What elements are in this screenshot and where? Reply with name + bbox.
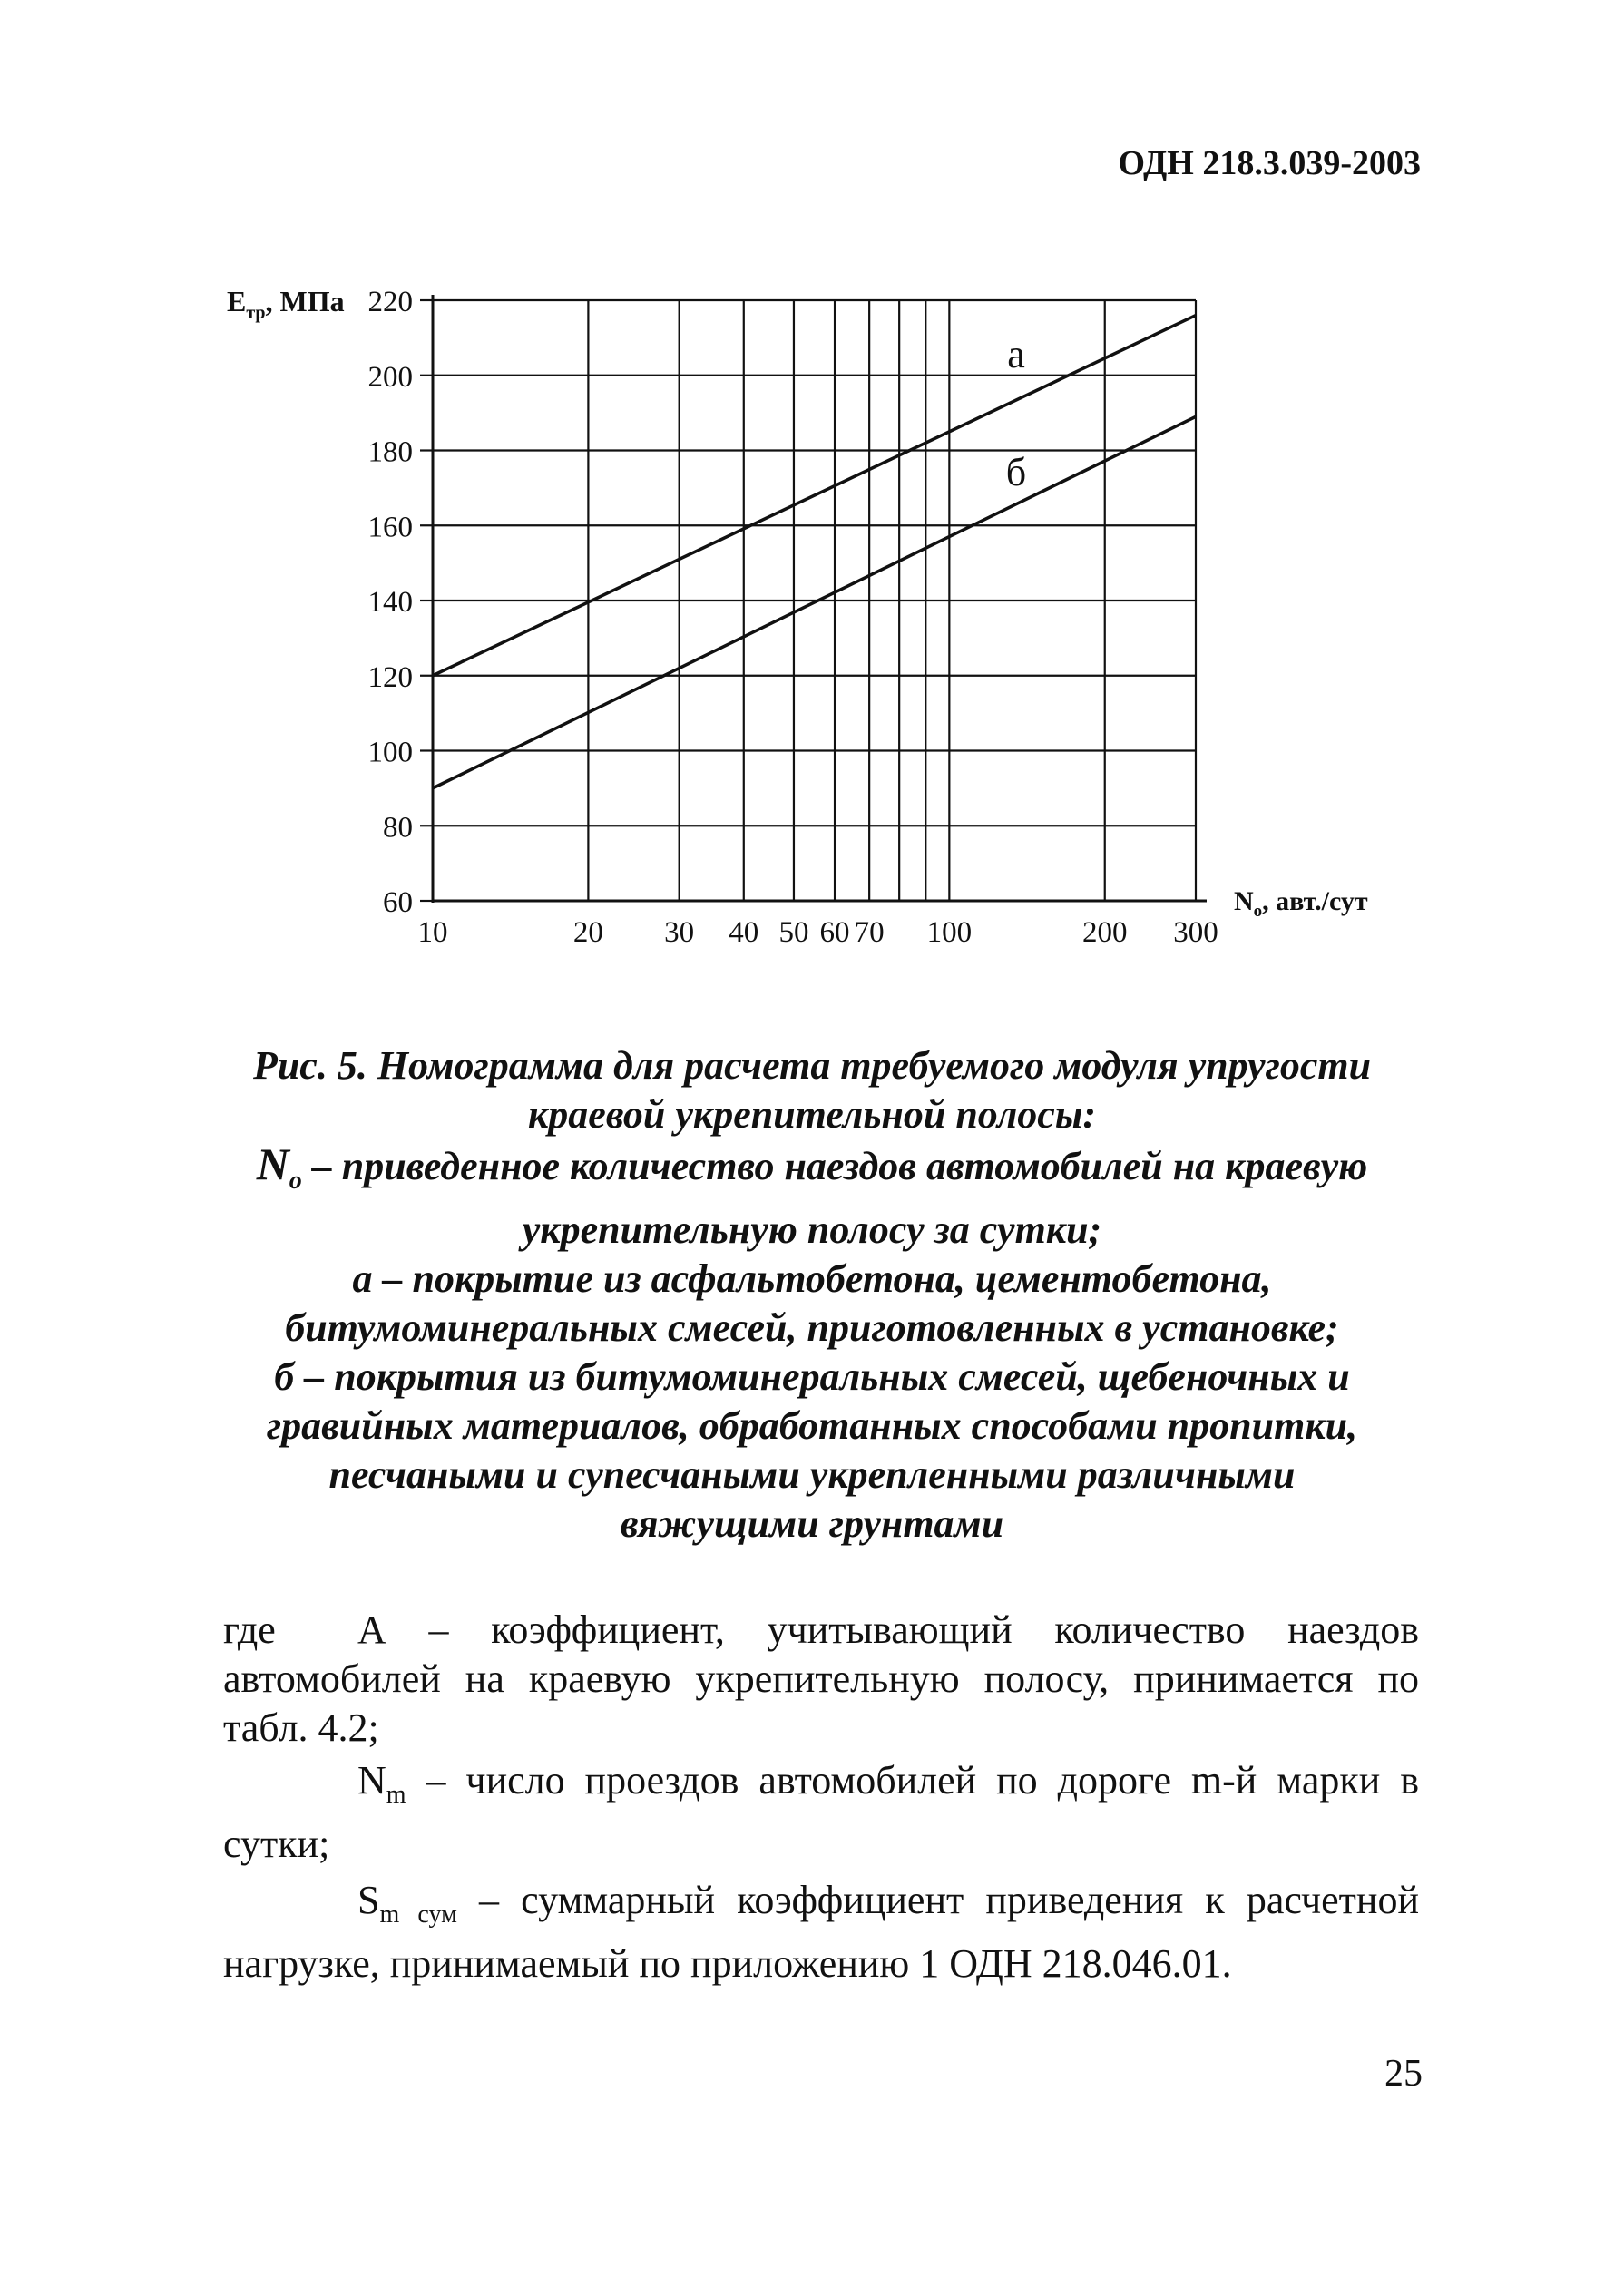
y-tick-label: 220 (367, 286, 413, 318)
y-tick-label: 200 (367, 360, 413, 394)
series-line-b (433, 416, 1196, 788)
y-tick-label: 60 (383, 886, 413, 919)
x-tick-label: 30 (664, 916, 695, 949)
caption-line-9: песчаными и супесчаными укрепленными различными (328, 1452, 1296, 1497)
series-label-a: а (1007, 332, 1025, 376)
caption-line-10: вяжущими грунтами (620, 1501, 1004, 1546)
definition-a-text: А – коэффициент, учитывающий количество наездов (357, 1607, 1419, 1652)
definition-a-line-3: табл. 4.2; (223, 1705, 379, 1750)
y-tick-label: 80 (383, 811, 413, 845)
chart-axes (420, 295, 1207, 903)
chart-grid (433, 300, 1196, 901)
y-axis-label-sub: тр (246, 303, 266, 323)
caption-line-5: а – покрытие из асфальтобетона, цементобетона, (352, 1256, 1272, 1301)
definition-s-line-2: нагрузке, принимаемый по приложению 1 ОДН 218.046.01. (223, 1941, 1232, 1986)
y-tick-label: 160 (367, 511, 413, 544)
x-tick-label: 20 (572, 916, 603, 949)
x-axis-label (1234, 886, 1368, 921)
caption-line-4: укрепительную полосу за сутки; (522, 1207, 1102, 1252)
definition-s-line-1 (223, 1876, 1419, 1939)
x-tick-label: 70 (854, 916, 885, 949)
y-tick-label: 120 (367, 660, 413, 694)
y-axis-label-rest: , МПа (265, 285, 345, 318)
x-tick-label: 60 (819, 916, 850, 949)
definition-s-rest: – суммарный коэффициент приведения к расчетной (456, 1878, 1419, 1922)
page-number: 25 (1384, 2053, 1423, 2095)
caption-line-6: битумоминеральных смесей, приготовленных в установке; (285, 1305, 1339, 1350)
definition-nm-rest: – число проездов автомобилей по дороге m-й марки в (406, 1758, 1419, 1803)
caption-line-8: гравийных материалов, обработанных способами пропитки, (266, 1403, 1358, 1448)
x-tick-label: 40 (729, 916, 759, 949)
x-tick-label: 50 (778, 916, 809, 949)
caption-symbol-sub: о (289, 1167, 302, 1195)
definition-nm-line-2: сутки; (223, 1822, 330, 1866)
y-axis-label-main: E (227, 285, 247, 318)
figure-caption (181, 1041, 1443, 1549)
y-axis-label (227, 285, 345, 323)
caption-line-1: Рис. 5. Номограмма для расчета требуемого модуля упругости (252, 1043, 1372, 1088)
chart-labels (227, 285, 1368, 949)
x-tick-label: 300 (1173, 916, 1218, 949)
caption-line-7: б – покрытия из битумоминеральных смесей, щебеночных и (274, 1354, 1350, 1399)
series-label-b: б (1005, 450, 1027, 494)
definition-nm-text (357, 1756, 1419, 1820)
caption-line-3-text: – приведенное количество наездов автомобилей на краевую (301, 1144, 1368, 1188)
y-tick-label: 180 (367, 435, 413, 469)
nomogram-chart (0, 0, 1624, 998)
caption-symbol-n: N (256, 1138, 289, 1189)
definition-lead-word: где (223, 1607, 276, 1652)
chart-series (433, 316, 1196, 788)
symbol-s: S (357, 1878, 380, 1922)
y-tick-label: 100 (367, 736, 413, 769)
caption-line-2: краевой укрепительной полосы: (527, 1092, 1096, 1137)
x-axis-label-main: N (1234, 886, 1254, 916)
symbol-n-sub: m (386, 1781, 406, 1809)
series-line-a (433, 316, 1196, 676)
symbol-n: N (357, 1758, 386, 1803)
definition-s-text (357, 1876, 1419, 1939)
x-axis-label-rest: , авт./сут (1262, 886, 1368, 916)
definition-nm-line-1 (223, 1756, 1419, 1820)
x-axis-label-sub: о (1253, 902, 1263, 921)
symbol-s-sub: m сум (379, 1900, 457, 1929)
x-tick-label: 100 (926, 916, 973, 949)
caption-line-3 (181, 1139, 1443, 1206)
definition-a-line-2: автомобилей на краевую укрепительную полосу, принимается по (223, 1656, 1419, 1701)
y-tick-label: 140 (367, 586, 413, 619)
document-code: ОДН 218.3.039-2003 (1118, 144, 1421, 182)
x-tick-label: 200 (1081, 916, 1128, 949)
definitions-text (223, 1606, 1419, 1988)
x-tick-label: 10 (417, 916, 448, 949)
definition-a-line-1 (223, 1606, 1419, 1655)
